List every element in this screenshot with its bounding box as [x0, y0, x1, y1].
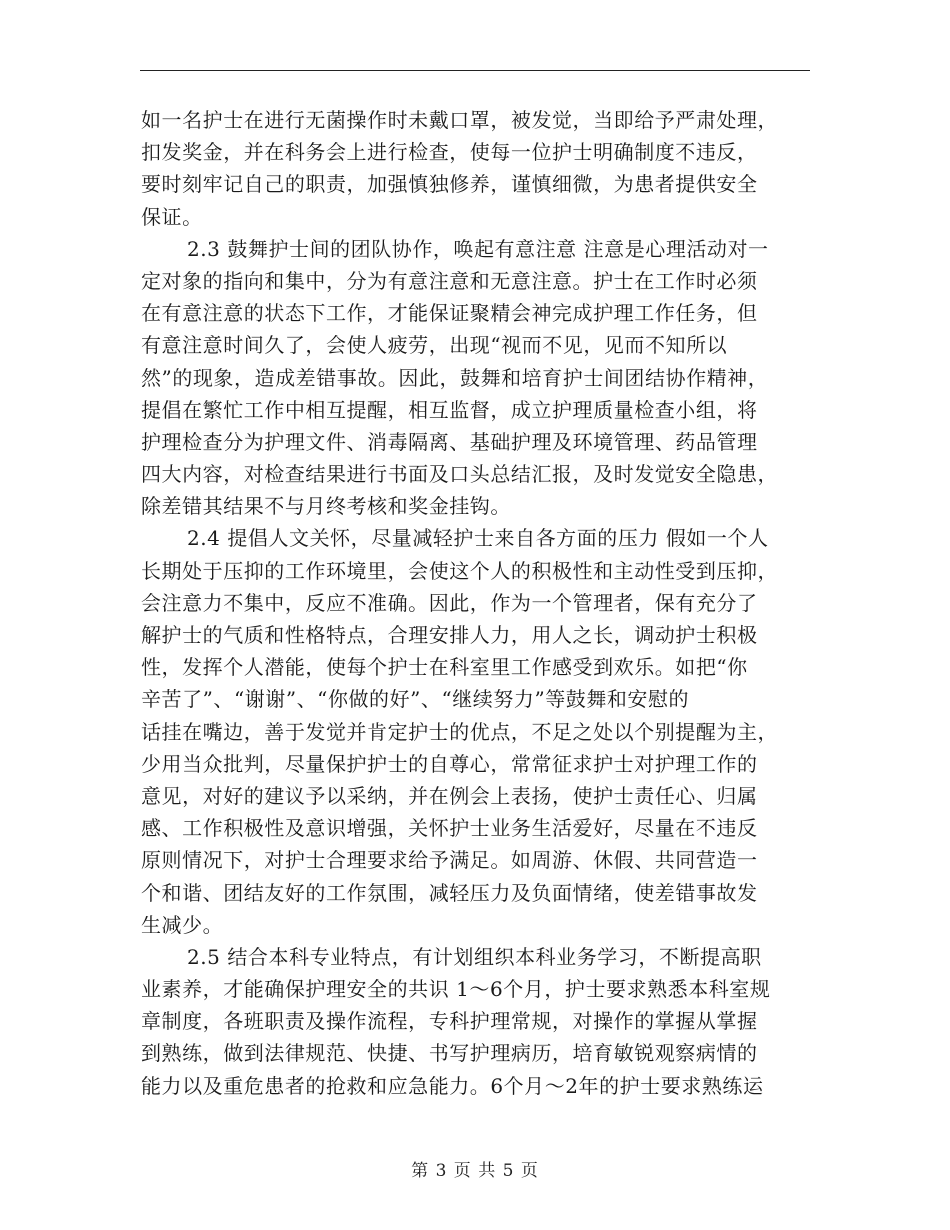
text-line: 要时刻牢记自己的职责，加强慎独修养，谨慎细微，为患者提供安全: [141, 172, 758, 197]
paragraph-start-line: 2.3 鼓舞护士间的团队协作，唤起有意注意 注意是心理活动对一: [187, 236, 769, 261]
text-line: 长期处于压抑的工作环境里，会使这个人的积极性和主动性受到压抑，: [141, 558, 779, 583]
header-rule: [140, 70, 810, 71]
text-line: 护理检查分为护理文件、消毒隔离、基础护理及环境管理、药品管理: [141, 429, 758, 454]
text-line: 在有意注意的状态下工作，才能保证聚精会神完成护理工作任务，但: [141, 301, 758, 326]
text-line: 意见，对好的建议予以采纳，并在例会上表扬，使护士责任心、归属: [141, 783, 758, 808]
text-line: 如一名护士在进行无菌操作时未戴口罩，被发觉，当即给予严肃处理，: [141, 108, 779, 132]
text-line: 能力以及重危患者的抢救和应急能力。6个月～2年的护士要求熟练运: [141, 1073, 764, 1098]
page-footer: 第 3 页 共 5 页: [411, 1161, 539, 1181]
text-line: 然”的现象，造成差错事故。因此，鼓舞和培育护士间团结协作精神，: [141, 365, 769, 390]
text-line: 除差错其结果不与月终考核和奖金挂钩。: [141, 494, 511, 519]
text-line: 会注意力不集中，反应不准确。因此，作为一个管理者，保有充分了: [141, 590, 758, 615]
text-line: 话挂在嘴边，善于发觉并肯定护士的优点，不足之处以个别提醒为主，: [141, 719, 779, 744]
text-line: 业素养，才能确保护理安全的共识 1～6个月，护士要求熟悉本科室规: [141, 977, 771, 1002]
text-line: 提倡在繁忙工作中相互提醒，相互监督，成立护理质量检查小组，将: [141, 397, 758, 422]
text-line: 到熟练，做到法律规范、快捷、书写护理病历，培育敏锐观察病情的: [141, 1041, 758, 1066]
text-line: 少用当众批判，尽量保护护士的自尊心，常常征求护士对护理工作的: [141, 751, 758, 776]
text-line: 生减少。: [141, 912, 224, 937]
text-line: 个和谐、团结友好的工作氛围，减轻压力及负面情绪，使差错事故发: [141, 880, 758, 905]
text-line: 解护士的气质和性格特点，合理安排人力，用人之长，调动护士积极: [141, 623, 758, 647]
paragraph-start-line: 2.4 提倡人文关怀，尽量减轻护士来自各方面的压力 假如一个人: [187, 526, 769, 551]
text-line: 有意注意时间久了，会使人疲劳，出现“视而不见，见而不知所以: [141, 333, 728, 358]
text-line: 四大内容，对检查结果进行书面及口头总结汇报，及时发觉安全隐患，: [141, 462, 779, 487]
text-line: 性，发挥个人潜能，使每个护士在科室里工作感受到欢乐。如把“你: [141, 655, 748, 680]
text-line: 保证。: [141, 204, 203, 229]
text-line: 感、工作积极性及意识增强，关怀护士业务生活爱好，尽量在不违反: [141, 816, 758, 841]
text-line: 章制度，各班职责及操作流程，专科护理常规，对操作的掌握从掌握: [141, 1009, 758, 1034]
text-line: 原则情况下，对护士合理要求给予满足。如周游、休假、共同营造一: [141, 848, 758, 873]
document-body: [141, 104, 813, 1102]
text-line: 辛苦了”、“谢谢”、“你做的好”、“继续努力”等鼓舞和安慰的: [141, 687, 690, 712]
paragraph-start-line: 2.5 结合本科专业特点，有计划组织本科业务学习，不断提高职: [187, 944, 762, 969]
text-line: 定对象的指向和集中，分为有意注意和无意注意。护士在工作时必须: [141, 268, 758, 293]
text-line: 扣发奖金，并在科务会上进行检查，使每一位护士明确制度不违反，: [141, 140, 758, 165]
